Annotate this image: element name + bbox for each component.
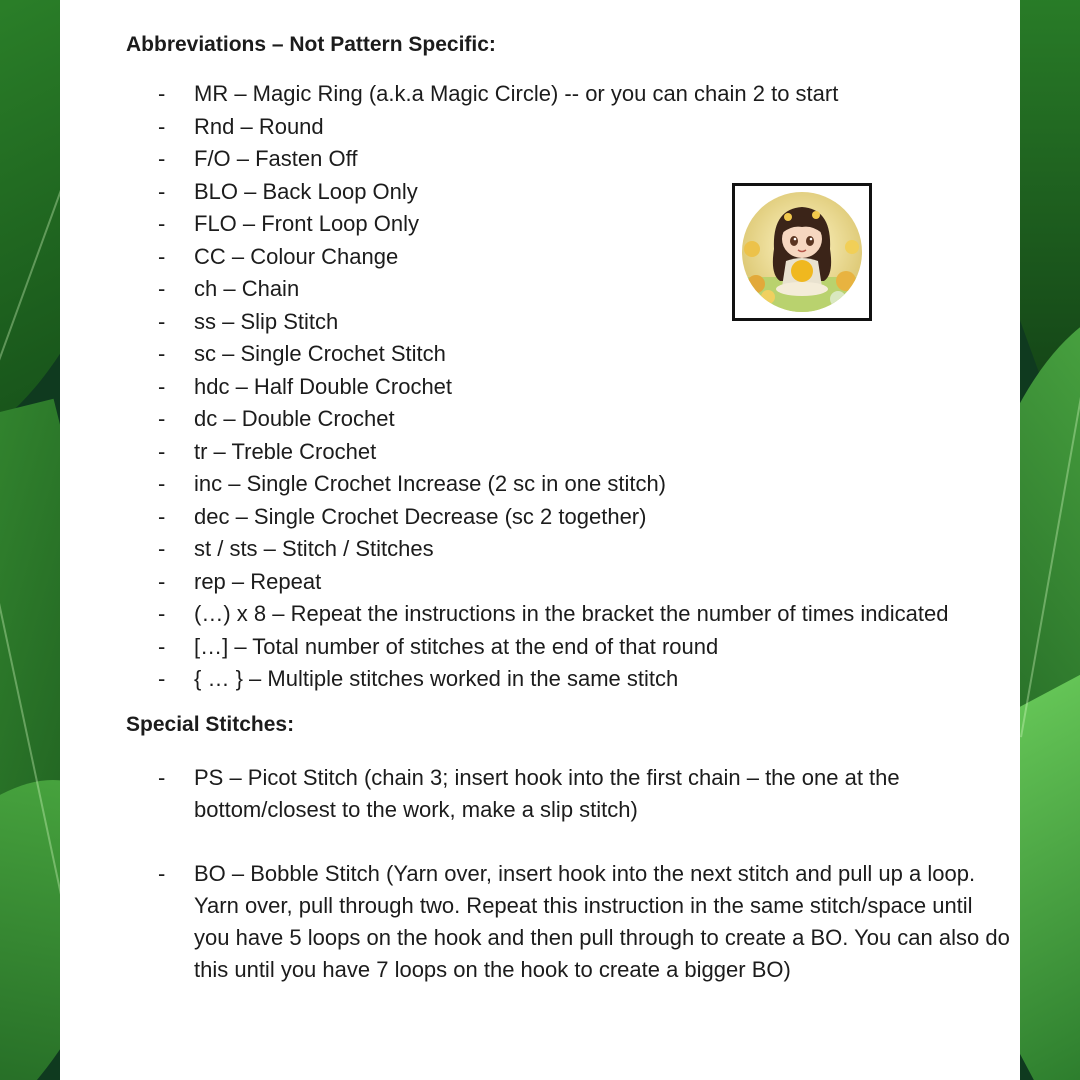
bullet-dash: -: [158, 536, 166, 561]
abbreviation-item: [126, 598, 954, 631]
bullet-dash: -: [158, 113, 166, 139]
abbreviation-item-text: ch – Chain: [194, 276, 300, 301]
special-stitch-item: [126, 858, 1014, 986]
bullet-dash: -: [158, 471, 166, 496]
bullet-dash: -: [158, 243, 166, 269]
abbreviation-item: [126, 436, 954, 469]
abbreviation-item-text: tr – Treble Crochet: [194, 438, 377, 464]
bullet-dash: -: [158, 764, 166, 790]
abbreviation-item-text: ss – Slip Stitch: [194, 308, 339, 334]
abbreviation-item-text: { … } – Multiple stitches worked in the same stitch: [194, 666, 679, 691]
bullet-dash: -: [158, 860, 166, 886]
abbreviation-item: [126, 143, 954, 176]
abbreviation-item-text: BLO – Back Loop Only: [194, 178, 418, 204]
abbreviation-item-text: dec – Single Crochet Decrease (sc 2 together): [194, 503, 647, 529]
abbreviation-item-text: dc – Double Crochet: [194, 406, 395, 431]
abbreviation-item-text: CC – Colour Change: [194, 243, 399, 269]
bullet-dash: -: [158, 568, 166, 594]
abbreviation-item: [126, 111, 954, 144]
special-stitches-list: [126, 762, 1020, 986]
special-stitch-item-text: BO – Bobble Stitch (Yarn over, insert hook into the next stitch and pull up a loop. Yarn over, pull through two. Repeat this instruction in the same stitch/space until you have 5 loops on the hook and then pull through to create a BO. You can also do this until you have 7 loops on the hook to create a bigger BO): [194, 860, 1010, 982]
bullet-dash: -: [158, 178, 166, 204]
doll-avatar-icon: [738, 189, 866, 315]
abbreviation-item-text: rep – Repeat: [194, 568, 322, 594]
abbreviation-item: [126, 403, 954, 436]
abbreviations-heading: Abbreviations – Not Pattern Specific:: [126, 33, 496, 56]
abbreviation-item-text: […] – Total number of stitches at the end of that round: [194, 633, 719, 659]
bullet-dash: -: [158, 601, 166, 626]
bullet-dash: -: [158, 276, 166, 301]
bullet-dash: -: [158, 211, 166, 236]
abbreviation-item: [126, 566, 954, 599]
abbreviation-item: [126, 533, 954, 566]
abbreviation-item: [126, 371, 954, 404]
special-stitches-heading: Special Stitches:: [126, 712, 295, 736]
abbreviation-item: [126, 78, 954, 111]
bullet-dash: -: [158, 666, 166, 691]
special-stitch-item-text: PS – Picot Stitch (chain 3; insert hook into the first chain – the one at the bottom/closest to the work, make a slip stitch): [194, 764, 900, 822]
bullet-dash: -: [158, 438, 166, 464]
abbreviation-item-text: inc – Single Crochet Increase (2 sc in one stitch): [194, 471, 667, 496]
bullet-dash: -: [158, 406, 166, 431]
bullet-dash: -: [158, 308, 166, 334]
abbreviation-item-text: (…) x 8 – Repeat the instructions in the bracket the number of times indicated: [194, 601, 949, 626]
abbreviation-item: [126, 501, 954, 534]
abbreviation-item: [126, 663, 954, 696]
bullet-dash: -: [158, 633, 166, 659]
abbreviation-item: [126, 338, 954, 371]
bullet-dash: -: [158, 146, 166, 171]
abbreviations-list: [126, 78, 1020, 696]
avatar-image-frame: [732, 183, 872, 321]
bullet-dash: -: [158, 503, 166, 529]
abbreviation-item: [126, 631, 954, 664]
special-stitch-item: [126, 762, 1014, 826]
abbreviation-item-text: Rnd – Round: [194, 113, 324, 139]
bullet-dash: -: [158, 341, 166, 366]
abbreviation-item-text: st / sts – Stitch / Stitches: [194, 536, 434, 561]
abbreviation-item-text: sc – Single Crochet Stitch: [194, 341, 446, 366]
abbreviation-item-text: MR – Magic Ring (a.k.a Magic Circle) -- or you can chain 2 to start: [194, 81, 839, 106]
abbreviation-item-text: F/O – Fasten Off: [194, 146, 358, 171]
bullet-dash: -: [158, 81, 166, 106]
abbreviation-item: [126, 468, 954, 501]
abbreviation-item-text: hdc – Half Double Crochet: [194, 373, 453, 399]
abbreviation-item-text: FLO – Front Loop Only: [194, 211, 419, 236]
bullet-dash: -: [158, 373, 166, 399]
document-page: [60, 0, 1020, 1080]
